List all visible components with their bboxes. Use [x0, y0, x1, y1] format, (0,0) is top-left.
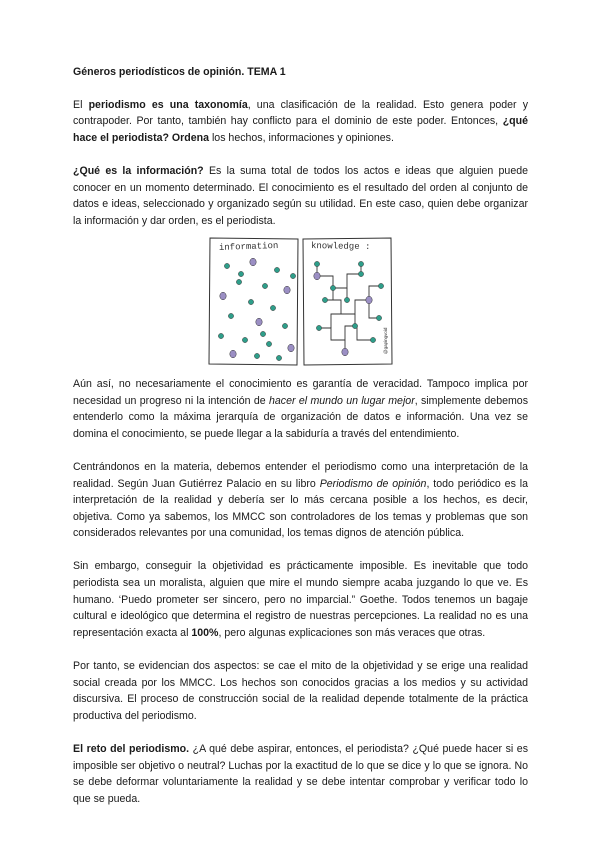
dot [276, 355, 281, 360]
knowledge-label: knowledge : [310, 240, 371, 252]
dot [282, 323, 287, 328]
node [316, 325, 321, 330]
dot [236, 279, 241, 284]
paragraph-aspects: Por tanto, se evidencian dos aspectos: se cae el mito de la objetividad y se erige una realidad social creada por los MMCC. Los hechos son conocidos gracias a los medios y su actividad discursiva. El proceso de construcción social de la realidad depende totalmente de la práctica productiva del periodismo. [73, 660, 528, 722]
node [358, 271, 363, 276]
document-title: Géneros periodísticos de opinión. TEMA 1 [73, 66, 286, 78]
node [322, 297, 327, 302]
node [352, 323, 357, 328]
paragraph-knowledge: Aún así, no necesariamente el conocimiento es garantía de veracidad. Tampoco implica por necesidad un progreso ni la intención de hacer el mundo un lugar mejor, simplemente debemos entenderlo como la máxima jerarquía de organización de datos e información. Una vez se domina el conocimiento, se puede llegar a la sabiduría a través del entendimiento. [73, 377, 528, 440]
node [376, 315, 381, 320]
dot [249, 258, 255, 266]
dot [260, 331, 265, 336]
dot [229, 350, 235, 358]
dot [218, 333, 223, 338]
dot [283, 286, 289, 294]
signature-text: @gapingvoid [382, 327, 388, 354]
node [341, 348, 347, 356]
dot [254, 353, 259, 358]
node [314, 261, 319, 266]
information-label: information [218, 240, 278, 253]
dot [219, 292, 225, 300]
node [313, 272, 319, 280]
dot [228, 313, 233, 318]
node [370, 337, 375, 342]
dot [266, 341, 271, 346]
dot [287, 344, 293, 352]
paragraph-challenge: El reto del periodismo. ¿A qué debe aspirar, entonces, el periodista? ¿Qué puede hacer si es imposible ser objetivo o neutral? Luchas por la exactitud de lo que se dice y lo que se ignora. No se debe deformar voluntariamente la realidad y se debe intentar comprobar y verificar todo lo que se pueda. [73, 743, 528, 805]
paragraph-interpretation: Centrándonos en la materia, debemos entender el periodismo como una interpretación de la realidad. Según Juan Gutiérrez Palacio en su libro Periodismo de opinión, todo periódico es la interpretación de la realidad y debería ser lo más cercana posible a los hechos, es decir, objetiva. Como ya sabemos, los MMCC son controladores de los temas y problemas que son considerados relevantes por una comunidad, los temas dignos de atención pública. [73, 460, 529, 540]
node [365, 296, 371, 304]
paragraph-taxonomy: El periodismo es una taxonomía, una clasificación de la realidad. Esto genera poder y contrapoder. Por tanto, también hay conflicto para el dominio de este poder. Entonces, ¿qué hace el periodista? Ordena los hechos, informaciones y opiniones. [73, 98, 528, 144]
dot [248, 299, 253, 304]
dot [242, 337, 247, 342]
dot [290, 273, 295, 278]
dot [274, 267, 279, 272]
paragraph-information: ¿Qué es la información? Es la suma total de todos los actos e ideas que alguien puede conocer en un momento determinado. El conocimiento es el resultado del orden al conjunto de datos e ideas, seleccionado y organizado según su utilidad. En este caso, quien debe organizar la información y dar orden, es el periodista. [73, 164, 528, 227]
node [344, 297, 349, 302]
node [358, 261, 363, 266]
node [330, 285, 335, 290]
scattered-dots [218, 258, 295, 360]
dot [238, 271, 243, 276]
dot [224, 263, 229, 268]
document-page [73, 64, 528, 824]
dot [270, 305, 275, 310]
node [378, 283, 383, 288]
dot [255, 318, 261, 326]
paragraph-objectivity: Sin embargo, conseguir la objetividad es prácticamente imposible. Es inevitable que todo periodista sea un moralista, alguien que mire el mundo siempre acaba juzgando lo que ve. Es humano. ‘Puedo prometer ser sincero, pero no imparcial.” Goethe. Todos tenemos un bagaje cultural e ideológico que determina el registro de nuestras percepciones. La realidad no es una representación exacta al 100%, pero algunas explicaciones son más veraces que otras. [73, 560, 528, 639]
information-knowledge-illustration [207, 236, 395, 368]
dot [262, 283, 267, 288]
